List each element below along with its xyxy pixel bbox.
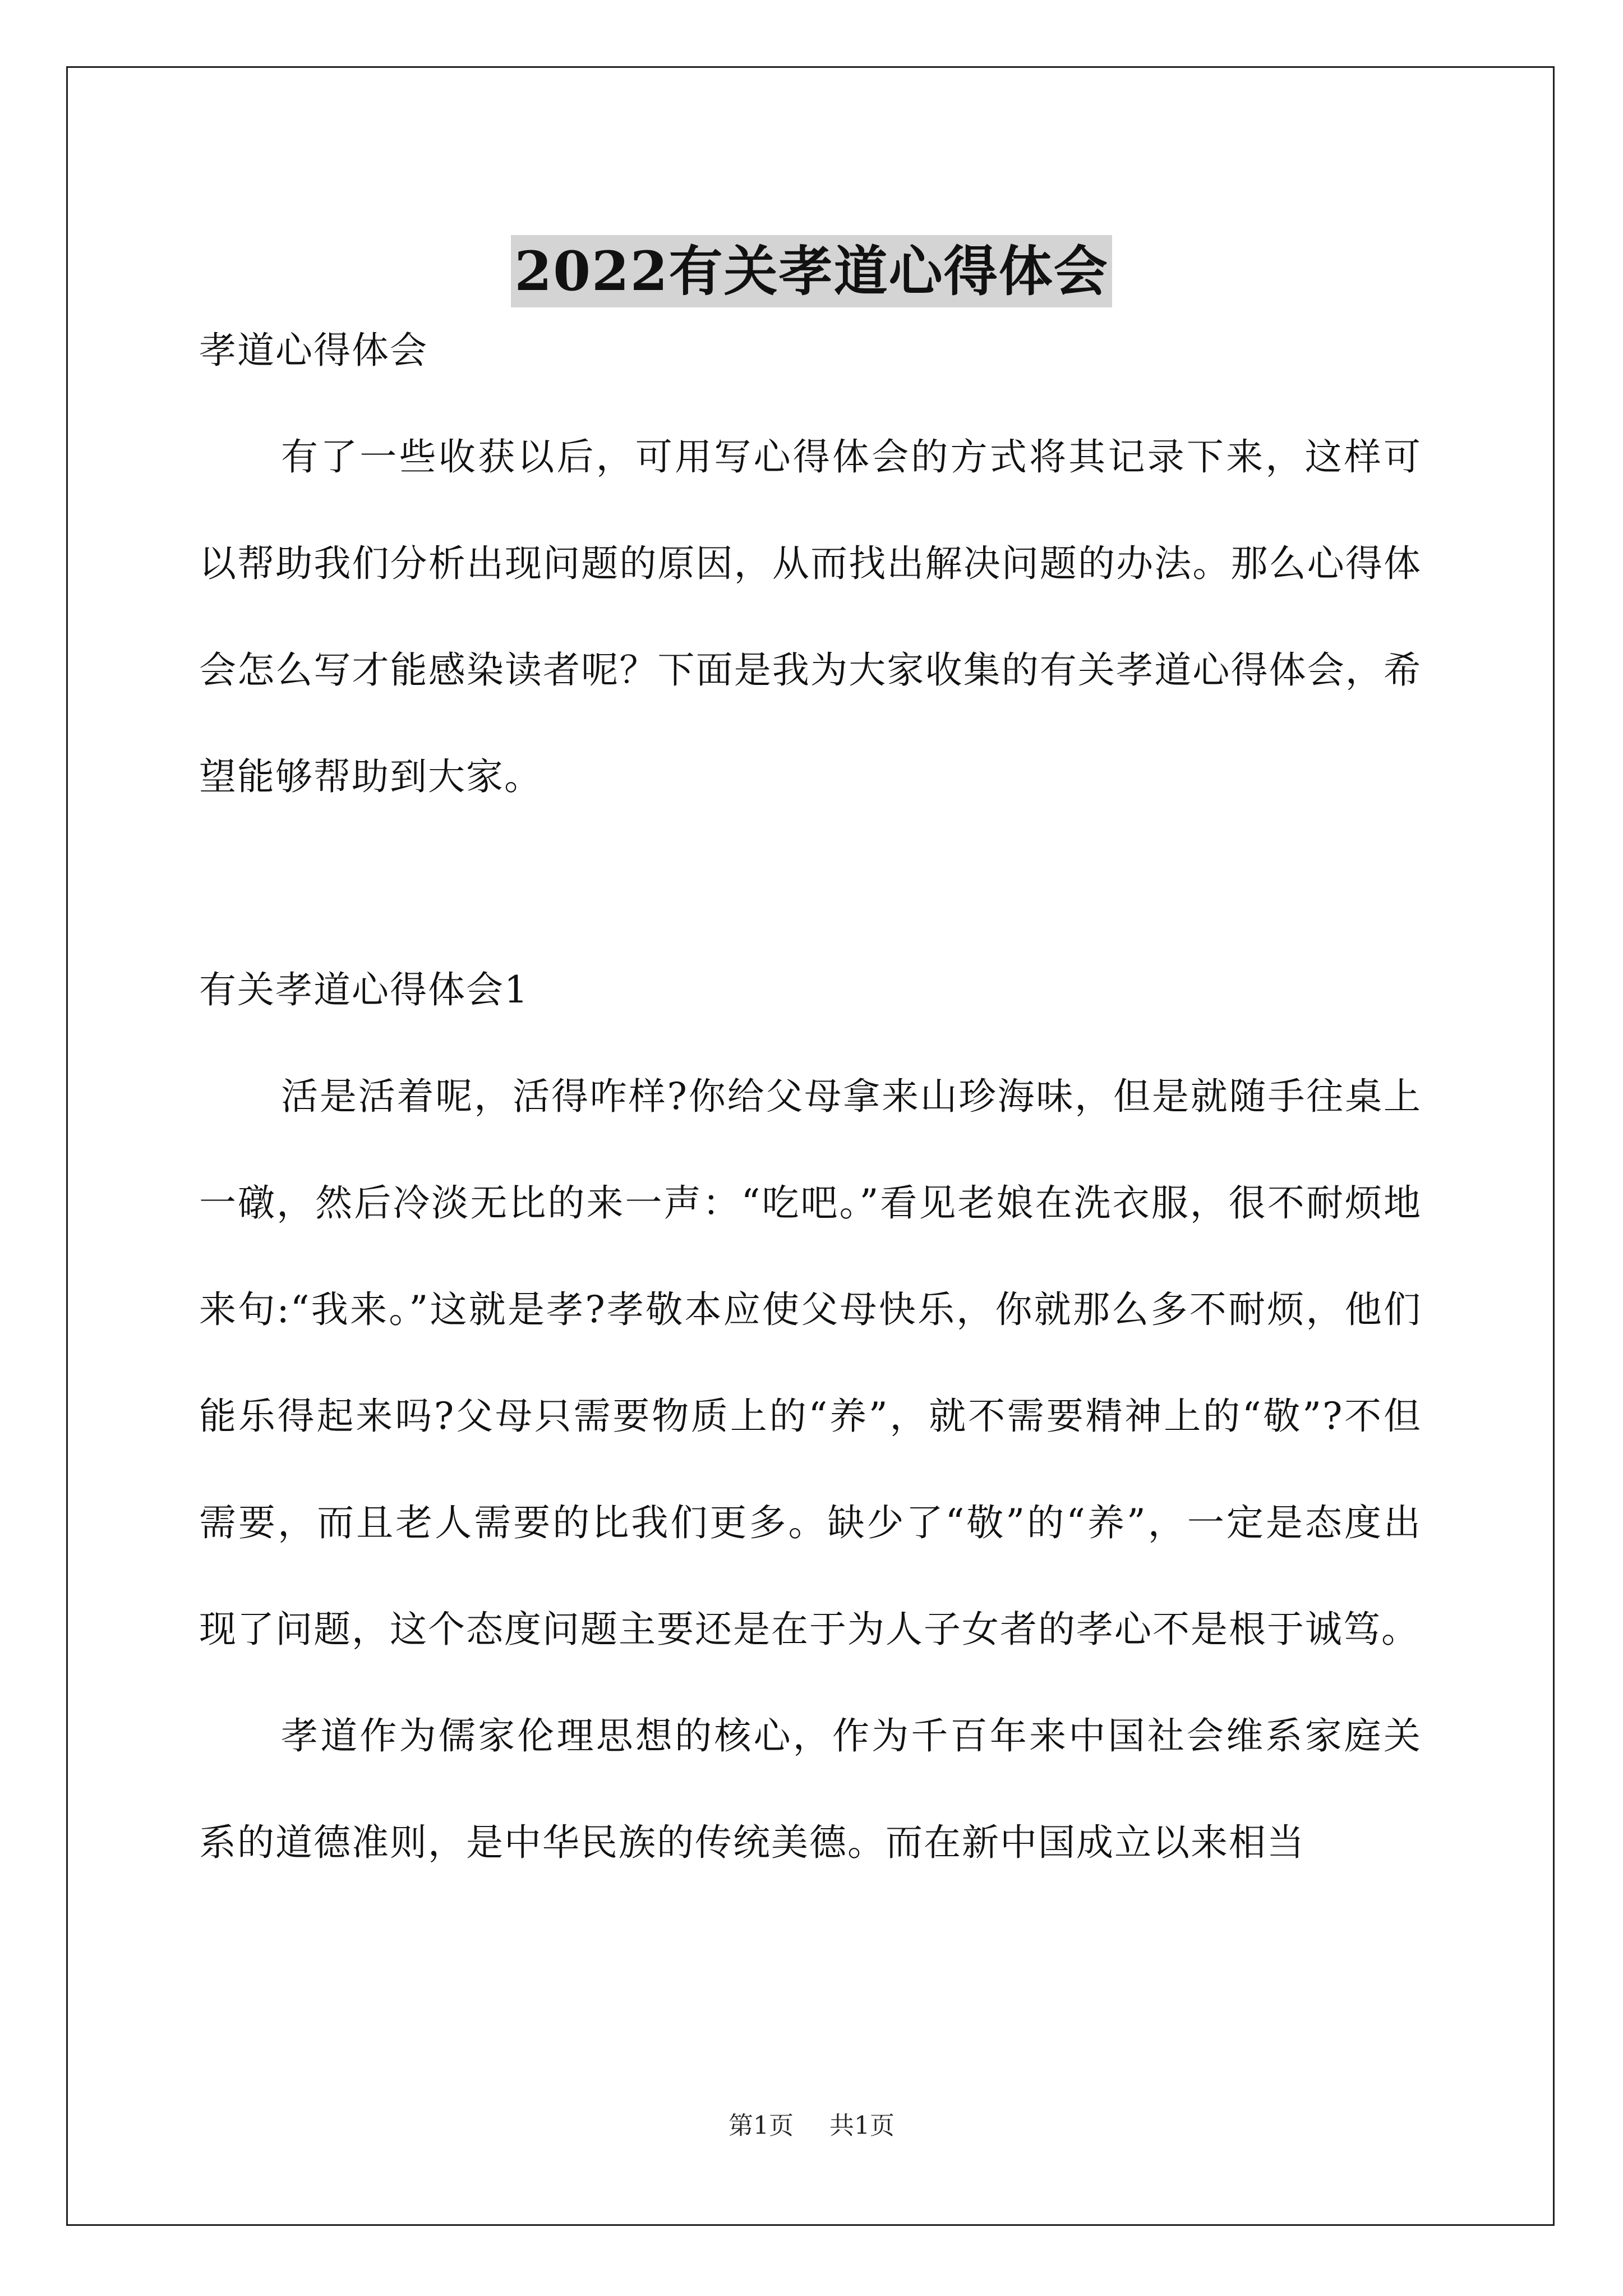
intro-paragraph: 有了一些收获以后，可用写心得体会的方式将其记录下来，这样可以帮助我们分析出现问题的原因，从而找出解决问题的办法。那么心得体会怎么写才能感染读者呢？下面是我为大家收集的有关孝道心得体会，希望能够帮助到大家。 (199, 435, 1422, 798)
document-title-text: 2022有关孝道心得体会 (511, 235, 1112, 307)
section1-heading: 有关孝道心得体会1 (199, 968, 529, 1011)
section-spacer (199, 830, 1422, 937)
page-total: 共1页 (829, 2111, 895, 2140)
document-body (199, 297, 1422, 1896)
page-number: 第1页 (728, 2111, 794, 2140)
section1-paragraph-2: 孝道作为儒家伦理思想的核心，作为千百年来中国社会维系家庭关系的道德准则，是中华民族的传统美德。而在新中国成立以来相当 (199, 1714, 1422, 1864)
section1-paragraph-1: 活是活着呢，活得咋样?你给父母拿来山珍海味，但是就随手往桌上一礅，然后冷淡无比的来一声：“吃吧。”看见老娘在洗衣服，很不耐烦地来句:“我来。”这就是孝?孝敬本应使父母快乐，你就那么多不耐烦，他们能乐得起来吗?父母只需要物质上的“养”，就不需要精神上的“敬”?不但需要，而且老人需要的比我们更多。缺少了“敬”的“养”，一定是态度出现了问题，这个态度问题主要还是在于为人子女者的孝心不是根于诚笃。 (199, 1075, 1422, 1651)
intro-heading: 孝道心得体会 (199, 329, 428, 372)
page-footer (0, 2109, 1623, 2143)
